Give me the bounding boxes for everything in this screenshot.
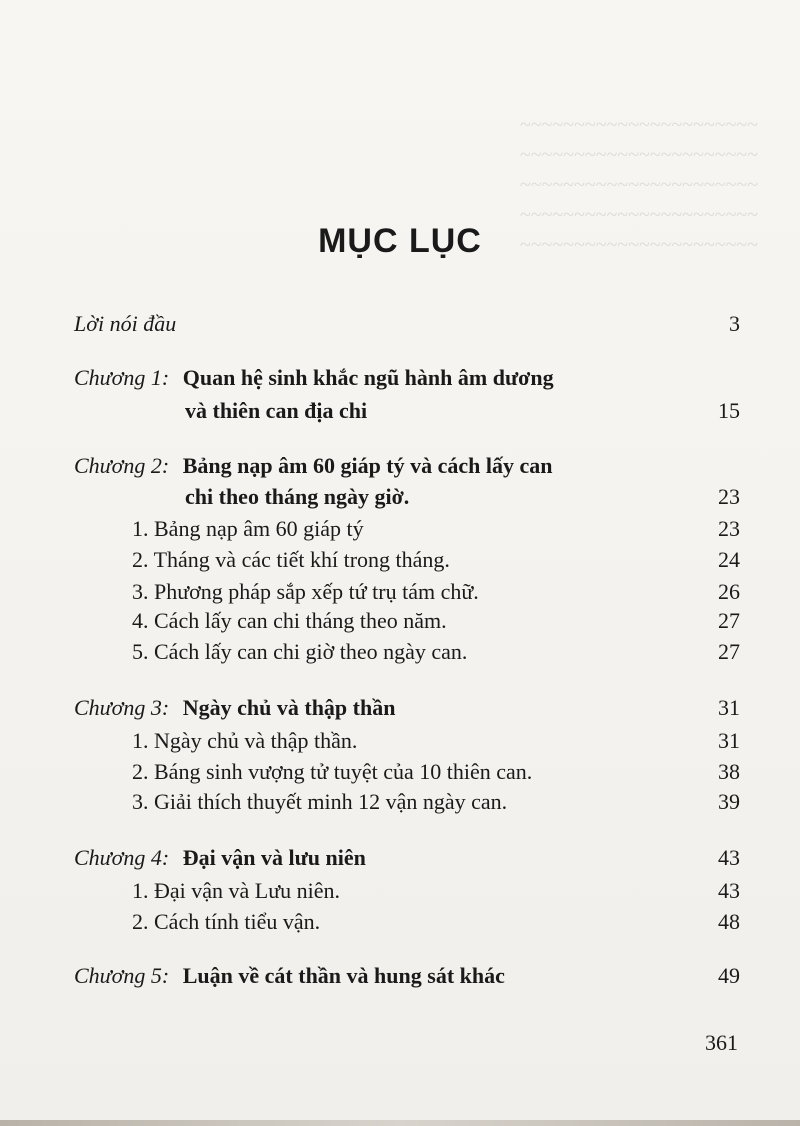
toc-section: [132, 577, 740, 607]
chapter-label: Chương 2:: [74, 453, 170, 478]
toc-page-number: 24: [718, 547, 740, 572]
toc-chapter-2: [74, 451, 740, 481]
chapter-label: Chương 3:: [74, 695, 170, 720]
toc-section: [132, 514, 740, 544]
toc-page-number: 39: [718, 789, 740, 814]
toc-page-number: 43: [718, 845, 740, 870]
toc-page-number: 48: [718, 909, 740, 934]
section-title: 2. Cách tính tiểu vận.: [132, 909, 321, 934]
bleed-through-text: ~~~~~~~~~~~~~~~~~~~~~~ ~~~~~~~~~~~~~~~~~~~~~~ ~~~~~~~~~~~~~~~~~~~~~~ ~~~~~~~~~~~~~~~~~~~~~~ ~~~~~~~~~~~~~~~~~~~~~~: [520, 114, 759, 256]
toc-chapter-4: [74, 843, 740, 873]
toc-page-number: 49: [718, 963, 740, 988]
section-title: 3. Phương pháp sắp xếp tứ trụ tám chữ.: [132, 579, 479, 604]
toc-page-number: 3: [729, 311, 740, 336]
section-title: 2. Báng sinh vượng tử tuyệt của 10 thiên can.: [132, 759, 533, 784]
page-title: MỤC LỤC: [318, 222, 482, 260]
toc-page-number: 26: [718, 579, 740, 604]
chapter-title-cont: và thiên can địa chi: [185, 398, 368, 423]
toc-chapter-1-cont: [185, 396, 740, 426]
chapter-title: Bảng nạp âm 60 giáp tý và cách lấy can: [182, 453, 553, 478]
section-title: 5. Cách lấy can chi giờ theo ngày can.: [132, 639, 468, 664]
toc-page-number: 31: [718, 728, 740, 753]
toc-entry-preface: [74, 309, 740, 339]
toc-page-number: 38: [718, 759, 740, 784]
section-title: 1. Ngày chủ và thập thần.: [132, 728, 358, 753]
toc-page-number: 23: [718, 516, 740, 541]
chapter-label: Chương 5:: [74, 963, 170, 988]
section-title: 3. Giải thích thuyết minh 12 vận ngày can.: [132, 789, 508, 814]
toc-chapter-2-cont: [185, 482, 740, 512]
chapter-title-cont: chi theo tháng ngày giờ.: [185, 484, 410, 509]
toc-section: [132, 757, 740, 787]
toc-section: [132, 876, 740, 906]
toc-section: [132, 545, 740, 575]
chapter-label: Chương 4:: [74, 845, 170, 870]
toc-chapter-3: [74, 693, 740, 723]
toc-section: [132, 606, 740, 636]
section-title: 4. Cách lấy can chi tháng theo năm.: [132, 608, 447, 633]
toc-page-number: 23: [718, 484, 740, 509]
toc-page-number: 27: [718, 608, 740, 633]
toc-section: [132, 637, 740, 667]
page-edge: [0, 1120, 800, 1126]
toc-entry-label: Lời nói đầu: [74, 311, 177, 336]
section-title: 1. Bảng nạp âm 60 giáp tý: [132, 516, 364, 541]
page-number: 361: [705, 1030, 738, 1055]
chapter-title: Quan hệ sinh khắc ngũ hành âm dương: [182, 365, 554, 390]
toc-section: [132, 907, 740, 937]
section-title: 1. Đại vận và Lưu niên.: [132, 878, 341, 903]
chapter-title: Ngày chủ và thập thần: [182, 695, 396, 720]
toc-page-number: 15: [718, 398, 740, 423]
toc-chapter-1: [74, 363, 740, 393]
chapter-title: Luận về cát thần và hung sát khác: [182, 963, 505, 988]
toc-page-number: 31: [718, 695, 740, 720]
chapter-label: Chương 1:: [74, 365, 170, 390]
toc-section: [132, 787, 740, 817]
section-title: 2. Tháng và các tiết khí trong tháng.: [132, 547, 450, 572]
chapter-title: Đại vận và lưu niên: [182, 845, 366, 870]
toc-section: [132, 726, 740, 756]
toc-page-number: 27: [718, 639, 740, 664]
toc-chapter-5: [74, 961, 740, 991]
toc-page-number: 43: [718, 878, 740, 903]
